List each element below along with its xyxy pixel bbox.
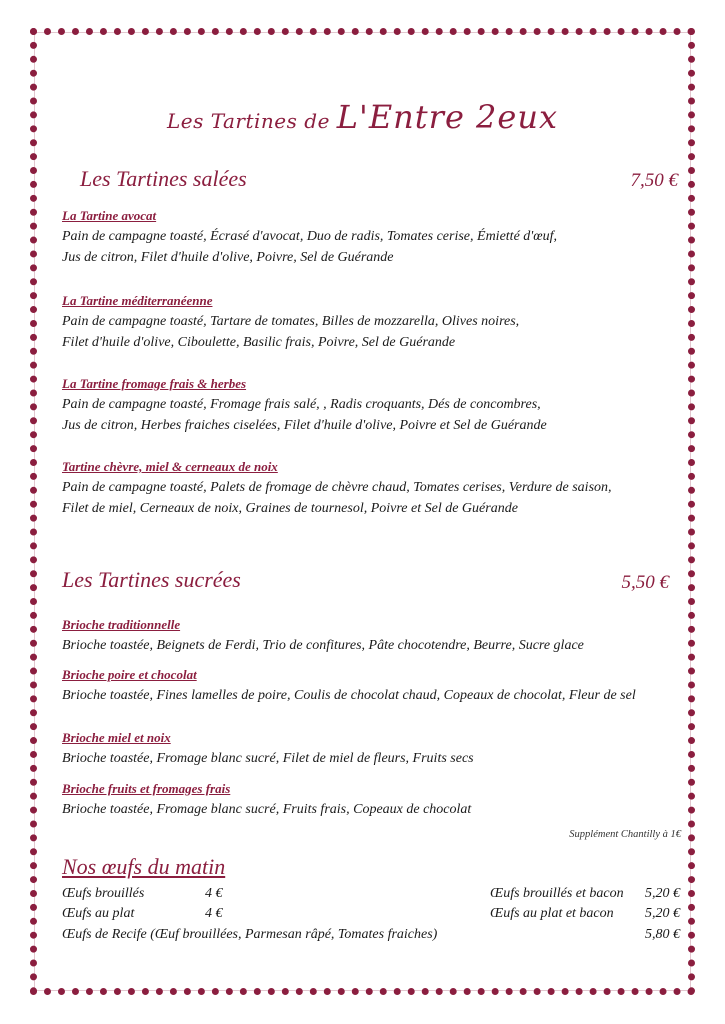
item-description [62,226,662,268]
egg-item-label: Œufs brouillés [62,886,145,901]
egg-item-label: Œufs brouillés et bacon [490,886,624,901]
item-description-line: Brioche toastée, Beignets de Ferdi, Trio de confitures, Pâte chocotendre, Beurre, Sucre glace [62,638,584,653]
egg-item-label: Œufs de Recife (Œuf brouillées, Parmesan râpé, Tomates fraiches) [62,927,438,942]
supplement-note: Supplément Chantilly à 1€ [569,829,681,840]
egg-item-price: 5,80 € [645,927,680,942]
item-name: La Tartine méditerranéenne [62,293,213,308]
egg-item-price: 4 € [205,906,223,921]
item-description [62,685,662,706]
item-description [62,748,662,769]
item-description-line: Jus de citron, Filet d'huile d'olive, Poivre, Sel de Guérande [62,250,394,265]
item-description-line: Pain de campagne toasté, Fromage frais salé, , Radis croquants, Dés de concombres, [62,397,541,412]
section-title-salees: Les Tartines salées [80,166,247,191]
item-name: Brioche traditionnelle [62,617,181,632]
item-name: Brioche poire et chocolat [62,667,197,682]
item-description [62,635,662,656]
section-price-salees: 7,50 € [630,170,678,191]
item-description-line: Filet d'huile d'olive, Ciboulette, Basilic frais, Poivre, Sel de Guérande [62,335,456,350]
item-name: La Tartine avocat [62,208,157,223]
menu-title [0,98,725,136]
item-description-line: Brioche toastée, Fromage blanc sucré, Fruits frais, Copeaux de chocolat [62,802,472,817]
item-description-line: Jus de citron, Herbes fraiches ciselées, Filet d'huile d'olive, Poivre et Sel de Guérande [62,418,547,433]
item-description-line: Pain de campagne toasté, Tartare de tomates, Billes de mozzarella, Olives noires, [62,314,520,329]
item-description-line: Filet de miel, Cerneaux de noix, Graines de tournesol, Poivre et Sel de Guérande [62,501,518,516]
section-title-oeufs: Nos œufs du matin [62,854,226,879]
item-description-line: Pain de campagne toasté, Palets de fromage de chèvre chaud, Tomates cerises, Verdure de saison, [62,480,612,495]
item-name: Brioche miel et noix [62,730,171,745]
item-description-line: Brioche toastée, Fines lamelles de poire, Coulis de chocolat chaud, Copeaux de chocolat, Fleur de sel [62,688,636,703]
item-name: La Tartine fromage frais & herbes [62,376,247,391]
item-description [62,477,662,519]
item-description-line: Brioche toastée, Fromage blanc sucré, Filet de miel de fleurs, Fruits secs [62,751,474,766]
section-price-sucrees: 5,50 € [621,572,669,593]
egg-item-label: Œufs au plat et bacon [490,906,614,921]
item-description [62,394,662,436]
item-name: Brioche fruits et fromages frais [62,781,231,796]
egg-item-label: Œufs au plat [62,906,135,921]
menu-title-big: L'Entre 2eux [336,98,558,136]
egg-item-price: 4 € [205,886,223,901]
egg-item-price: 5,20 € [645,886,680,901]
egg-item-price: 5,20 € [645,906,680,921]
item-name: Tartine chèvre, miel & cerneaux de noix [62,459,278,474]
item-description [62,311,662,353]
item-description-line: Pain de campagne toasté, Écrasé d'avocat, Duo de radis, Tomates cerise, Émietté d'œuf, [62,229,558,244]
menu-title-small: Les Tartines de [166,109,337,133]
item-description [62,799,662,820]
section-title-sucrees: Les Tartines sucrées [62,567,241,592]
